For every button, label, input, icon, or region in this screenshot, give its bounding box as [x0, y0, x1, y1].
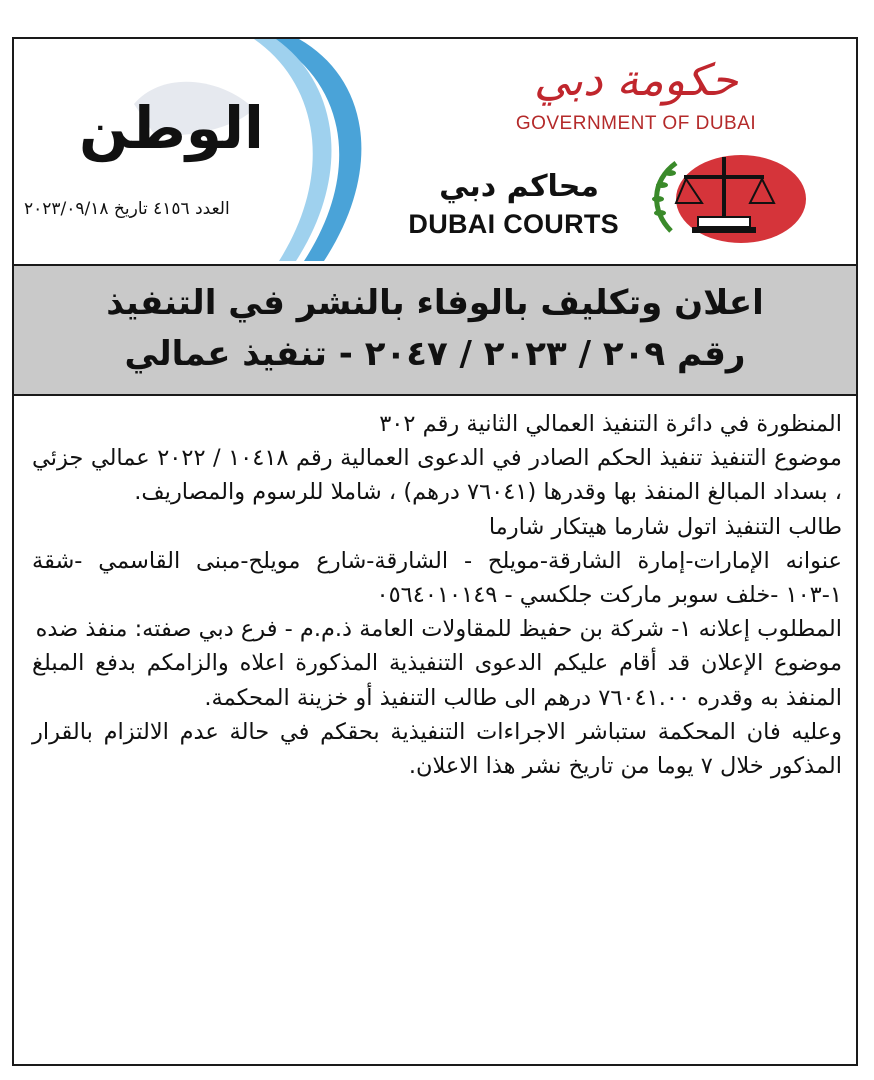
header — [14, 39, 856, 264]
gov-name-ar: حكومة دبي — [534, 55, 738, 106]
paragraph-circuit: المنظورة في دائرة التنفيذ العمالي الثانية رقم ٣٠٢ — [379, 411, 842, 437]
courts-name-en: DUBAI COURTS — [408, 209, 619, 239]
paragraph-warning: وعليه فان المحكمة ستباشر الاجراءات التنفيذية بحقكم في حالة عدم الالتزام بالقرار المذكور خلال ٧ يوما من تاريخ نشر هذا الاعلان. — [32, 718, 842, 780]
newspaper-name: الوطن — [79, 94, 264, 162]
paragraph-respondent: المطلوب إعلانه ١- شركة بن حفيظ للمقاولات العامة ذ.م.م - فرع دبي صفته: منفذ ضده — [35, 616, 842, 643]
paragraph-claimant: طالب التنفيذ اتول شارما هيتكار شارما — [488, 513, 842, 540]
scales-of-justice-icon — [646, 151, 806, 247]
issue-line: العدد ٤١٥٦ تاريخ ٢٠٢٣/٠٩/١٨ — [24, 199, 230, 219]
case-number-title: رقم ٢٠٩ / ٢٠٢٣ / ٢٠٤٧ - تنفيذ عمالي — [124, 334, 746, 374]
title-band — [14, 264, 856, 396]
announcement-title: اعلان وتكليف بالوفاء بالنشر في التنفيذ — [106, 283, 764, 323]
government-logo — [506, 51, 766, 135]
announcement-body — [32, 407, 842, 783]
courts-name-ar: محاكم دبي — [439, 169, 599, 204]
announcement-frame — [12, 37, 858, 1066]
paragraph-notice-subject: موضوع الإعلان قد أقام عليكم الدعوى التنفيذية المذكورة اعلاه والزامكم بدفع المبلغ المنفذ به وقدره ٧٦٠٤١.٠٠ درهم الى طالب التنفيذ أو خزينة المحكمة. — [32, 650, 842, 711]
gov-name-en: GOVERNMENT OF DUBAI — [515, 113, 757, 134]
newspaper-masthead — [14, 39, 374, 264]
paragraph-address: عنوانه الإمارات-إمارة الشارقة-مويلح - الشارقة-شارع مويلح-مبنى القاسمي -شقة ١-١٠٣ -خلف سوبر ماركت جلكسي - ٠٥٦٤٠١٠١٤٩ — [32, 547, 842, 609]
courts-logo-text — [399, 167, 619, 241]
paragraph-subject: موضوع التنفيذ تنفيذ الحكم الصادر في الدعوى العمالية رقم ١٠٤١٨ / ٢٠٢٢ عمالي جزئي ، بسداد المبالغ المنفذ بها وقدرها (٧٦٠٤١ درهم) ، شاملا للرسوم والمصاريف. — [32, 445, 842, 506]
